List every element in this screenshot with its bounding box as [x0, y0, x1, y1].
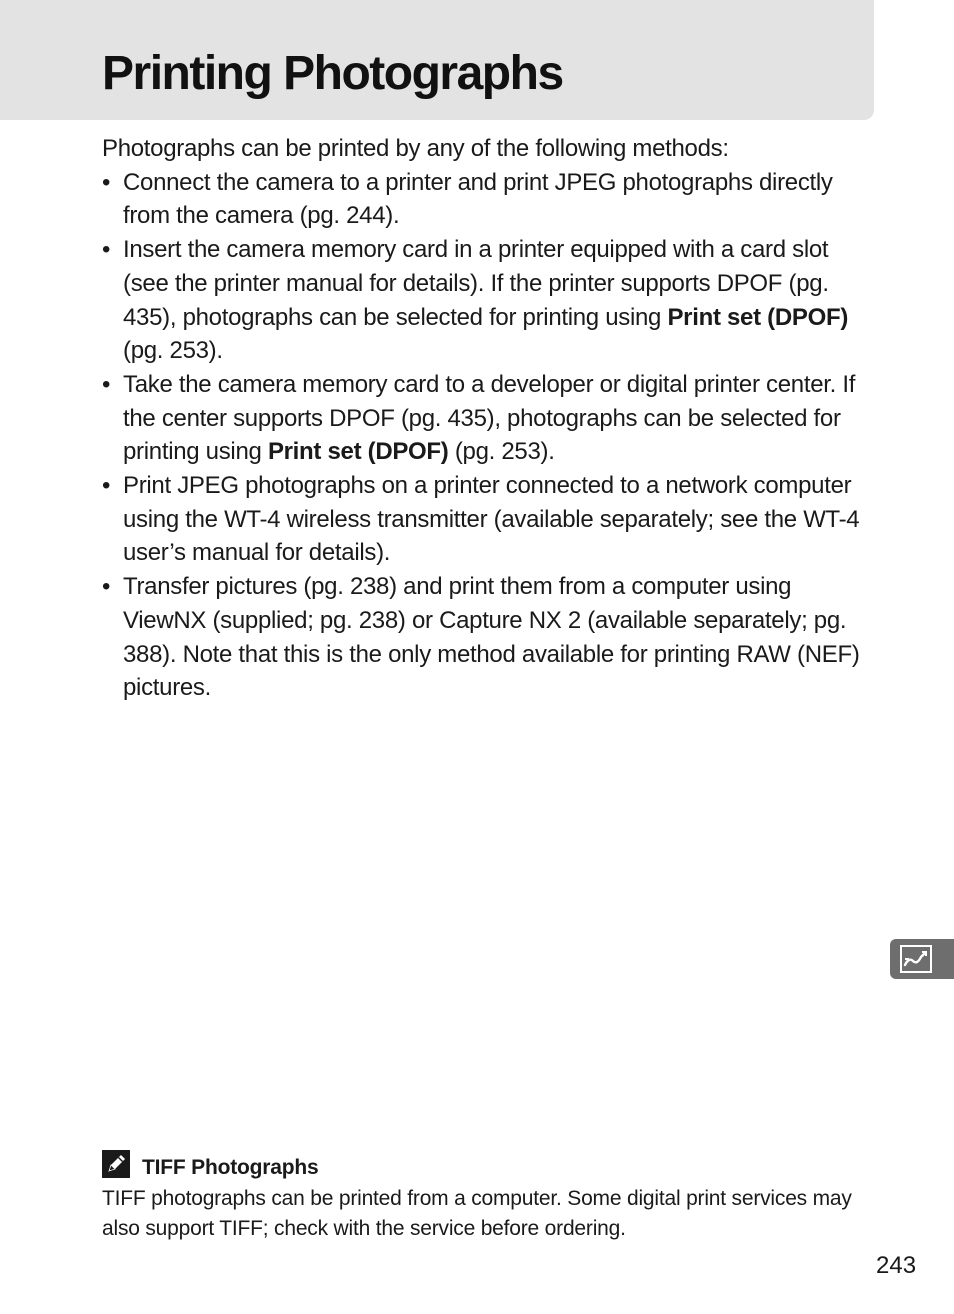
menu-item-reference: Print set (DPOF)	[267, 438, 449, 466]
page-title: Printing Photographs	[102, 47, 563, 100]
list-item	[102, 166, 874, 233]
bullet-text: Take the camera memory card to a developer or digital printer center. If the center supports DPOF (pg. 435), photographs can be selected for printing using	[123, 370, 856, 466]
main-content	[102, 132, 874, 705]
bullet-dot: •	[102, 573, 111, 601]
note-body: TIFF photographs can be printed from a computer. Some digital print services may also support TIFF; check with the service before ordering.	[102, 1187, 852, 1240]
bullet-text: Connect the camera to a printer and print JPEG photographs directly from the camera (pg. 244).	[123, 168, 833, 230]
bullet-dot: •	[102, 168, 111, 196]
section-tab	[890, 939, 954, 979]
bullet-text: Print JPEG photographs on a printer connected to a network computer using the WT-4 wireless transmitter (available separately; see the WT-4 user’s manual for details).	[123, 472, 860, 567]
page-number: 243	[876, 1252, 917, 1279]
bullet-text: (pg. 253).	[123, 337, 223, 365]
list-item	[102, 368, 874, 469]
methods-list	[102, 166, 874, 705]
bullet-dot: •	[102, 236, 111, 264]
bullet-text: Insert the camera memory card in a printer equipped with a card slot (see the printer manual for details). If the printer supports DPOF (pg. 435), photographs can be selected for printing using	[123, 236, 829, 331]
bullet-dot: •	[102, 472, 111, 500]
tiff-note	[102, 1150, 882, 1244]
list-item	[102, 233, 874, 368]
menu-item-reference: Print set (DPOF)	[667, 303, 849, 331]
connection-section-icon	[900, 945, 932, 973]
note-title: TIFF Photographs	[142, 1156, 319, 1179]
bullet-dot: •	[102, 370, 111, 398]
note-header	[102, 1150, 882, 1184]
list-item	[102, 469, 874, 570]
bullet-text: (pg. 253).	[448, 438, 555, 466]
list-item	[102, 570, 874, 705]
bullet-text: Transfer pictures (pg. 238) and print them from a computer using ViewNX (supplied; pg. 238) or Capture NX 2 (available separately; pg. 388). Note that this is the only method available for printing RAW (NEF) pictures.	[123, 573, 860, 702]
pencil-note-icon	[102, 1150, 130, 1178]
intro-paragraph: Photographs can be printed by any of the following methods:	[102, 135, 729, 162]
